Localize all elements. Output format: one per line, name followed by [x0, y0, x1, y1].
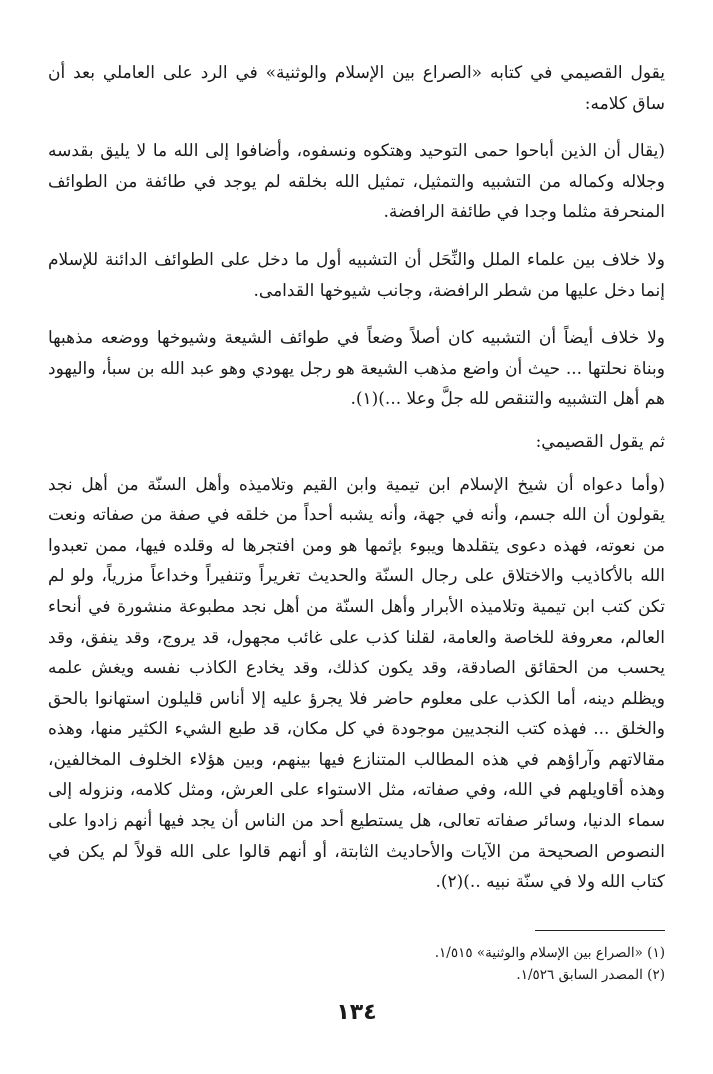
footnotes [48, 942, 665, 986]
body-paragraph: ثم يقول القصيمي: [535, 431, 665, 452]
footnote: (٢) المصدر السابق ١/٥٢٦. [516, 967, 665, 983]
footnote: (١) «الصراع بين الإسلام والوثنية» ١/٥١٥. [434, 945, 665, 961]
body-paragraph: يقول القصيمي في كتابه «الصراع بين الإسلام والوثنية» في الرد على العاملي بعد أن ساق كلامه: [48, 63, 665, 114]
page-number: ١٣٤ [336, 1000, 377, 1025]
body-paragraph: (يقال أن الذين أباحوا حمى التوحيد وهتكوه ونسفوه، وأضافوا إلى الله ما لا يليق بقدسه وجلاله وكماله من التشبيه والتمثيل، تمثيل الله بخلقه لم يوجد في طائفة من الطوائف المنحرفة مثلما وجدا في طائفة الرافضة. [48, 141, 665, 223]
body-paragraph: ولا خلاف بين علماء الملل والنِّحَل أن التشبيه أول ما دخل على الطوائف الدائنة للإسلام إنما دخل عليها من شطر الرافضة، وجانب شيوخها القدامى. [48, 249, 665, 301]
body-paragraph: ولا خلاف أيضاً أن التشبيه كان أصلاً وضعاً في طوائف الشيعة وشيوخها ووضعه مذهبها وبناة نحلتها ... حيث أن واضع مذهب الشيعة هو رجل يهودي وهو عبد الله بن سبأ، واليهود هم أهل التشبيه والتنقص لله جلَّ وعلا ...)(١). [48, 328, 665, 410]
footnote-divider [535, 930, 665, 931]
body-paragraph: (وأما دعواه أن شيخ الإسلام ابن تيمية وابن القيم وتلاميذه وأهل السنّة من أهل نجد يقولون أن الله جسم، وأنه في جهة، وأنه يشبه أحداً من خلقه في صفة من صفاته ونعت من نعوته، فهذه دعوى يتقلدها ويبوء بإثمها هو ومن افتجرها له وقلده فيها، ممن تعبدوا الله بالأكاذيب والاختلاق على رجال السنّة والحديث تغريراً وتنفيراً وخداعاً مزرياً، ولو لم تكن كتب ابن تيمية وتلاميذه الأبرار وأهل السنّة من أهل نجد مطبوعة منشورة في أنحاء العالم، معروفة للخاصة والعامة، لقلنا كذب على غائب مجهول، قد يروج، وقد ينفق، وقد يحسب من الحقائق الصادقة، وقد يكون كذلك، وقد يخادع الكاذب نفسه ويغش علمه ويظلم دينه، أما الكذب على معلوم حاضر فلا يجرؤ عليه إلا أناس قليلون استهانوا بالحق والخلق ... فهذه كتب النجديين موجودة في كل مكان، قد طبع الشيء الكثير منها، وهذه مقالاتهم وآراؤهم في هذه المطالب المتنازع فيها بينهم، وبين هؤلاء الخلوف المخالفين، وهذه أقاويلهم في الله، وفي صفاته، مثل الاستواء على العرش، ومثل كلامه، ونزوله إلى سماء الدنيا، وسائر صفاته تعالى، هل يستطيع أحد من الناس أن يجد فيها أنهم زادوا على النصوص الصحيحة من الآيات والأحاديث الثابتة، أو أنهم قالوا على الله قولاً لم يكن في كتاب الله ولا في سنّة نبيه ..)(٢). [48, 474, 665, 893]
